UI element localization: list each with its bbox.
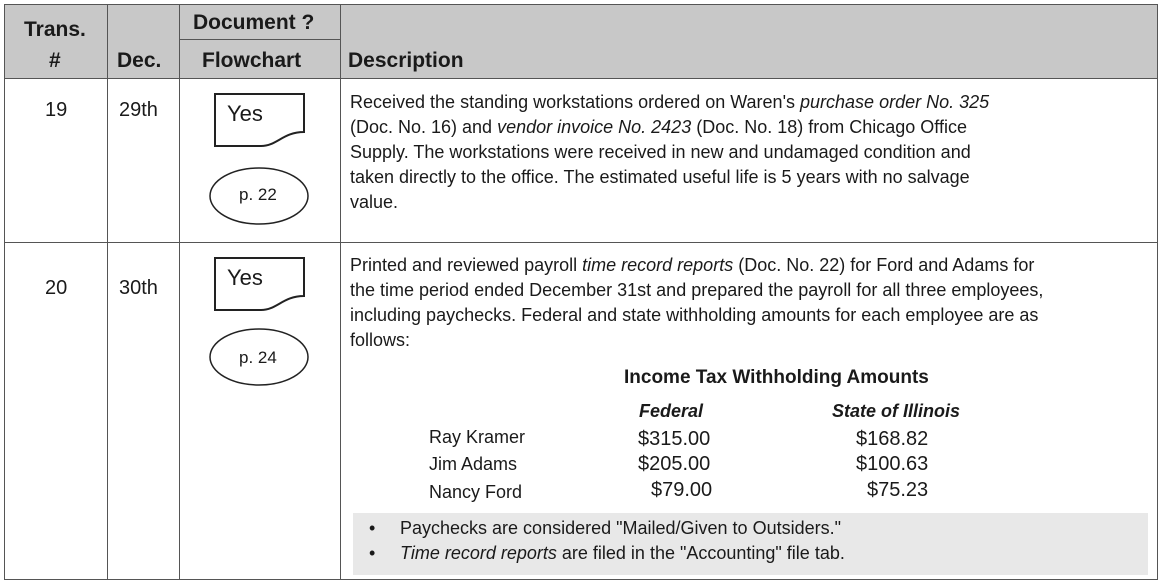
header-description: Description <box>348 49 464 72</box>
row-19-doc-label: Yes <box>227 101 263 126</box>
row-20-trans: 20 <box>45 277 68 299</box>
row-20-doc-label: Yes <box>227 265 263 290</box>
tax-col-federal: Federal <box>639 401 704 421</box>
row-20-description: Printed and reviewed payroll time record reports (Doc. No. 22) for Ford and Adams for the time period ended December 31st and prepared the payroll for all three employees, including paychecks. Federal and state withholding amounts for each employee are as follows: <box>350 255 1044 350</box>
col-divider <box>107 5 108 579</box>
transaction-table <box>4 4 1158 580</box>
state-amount: $75.23 <box>867 479 929 501</box>
row-20-dec: 30th <box>119 277 158 299</box>
row-19-description: Received the standing workstations ordered on Waren's purchase order No. 325 (Doc. No. 16) and vendor invoice No. 2423 (Doc. No. 18) from Chicago Office Supply. The workstations were received in new and undamaged condition and taken directly to the office. The estimated useful life is 5 years with no salvage value. <box>350 92 990 212</box>
employee-name: Nancy Ford <box>429 482 523 502</box>
federal-amount: $315.00 <box>638 428 711 450</box>
row-19-trans: 19 <box>45 99 68 121</box>
tax-col-state: State of Illinois <box>832 401 961 421</box>
col-divider <box>179 5 180 579</box>
header-dec: Dec. <box>117 49 162 72</box>
header-document: Document ? <box>193 11 315 34</box>
employee-name: Ray Kramer <box>429 427 526 447</box>
header-subdivider <box>179 39 340 40</box>
header-trans-line1: Trans. <box>24 18 86 41</box>
col-divider <box>340 5 341 579</box>
row-divider <box>5 242 1157 243</box>
employee-name: Jim Adams <box>429 454 518 474</box>
row-20-page-ref: p. 24 <box>239 348 277 367</box>
note-paychecks: Paychecks are considered "Mailed/Given to Outsiders." <box>400 518 841 538</box>
header-trans-line2: # <box>49 49 61 72</box>
tax-table-title: Income Tax Withholding Amounts <box>624 367 929 388</box>
state-amount: $168.82 <box>856 428 929 450</box>
note-bullet: • <box>369 543 376 563</box>
row-19-page-ref: p. 22 <box>239 185 277 204</box>
note-bullet: • <box>369 518 376 538</box>
federal-amount: $205.00 <box>638 453 711 475</box>
note-time-records: Time record reports are filed in the "Accounting" file tab. <box>400 543 845 563</box>
row-19-dec: 29th <box>119 99 158 121</box>
federal-amount: $79.00 <box>651 479 713 501</box>
state-amount: $100.63 <box>856 453 929 475</box>
header-flowchart: Flowchart <box>202 49 302 72</box>
table-header <box>5 5 1157 79</box>
